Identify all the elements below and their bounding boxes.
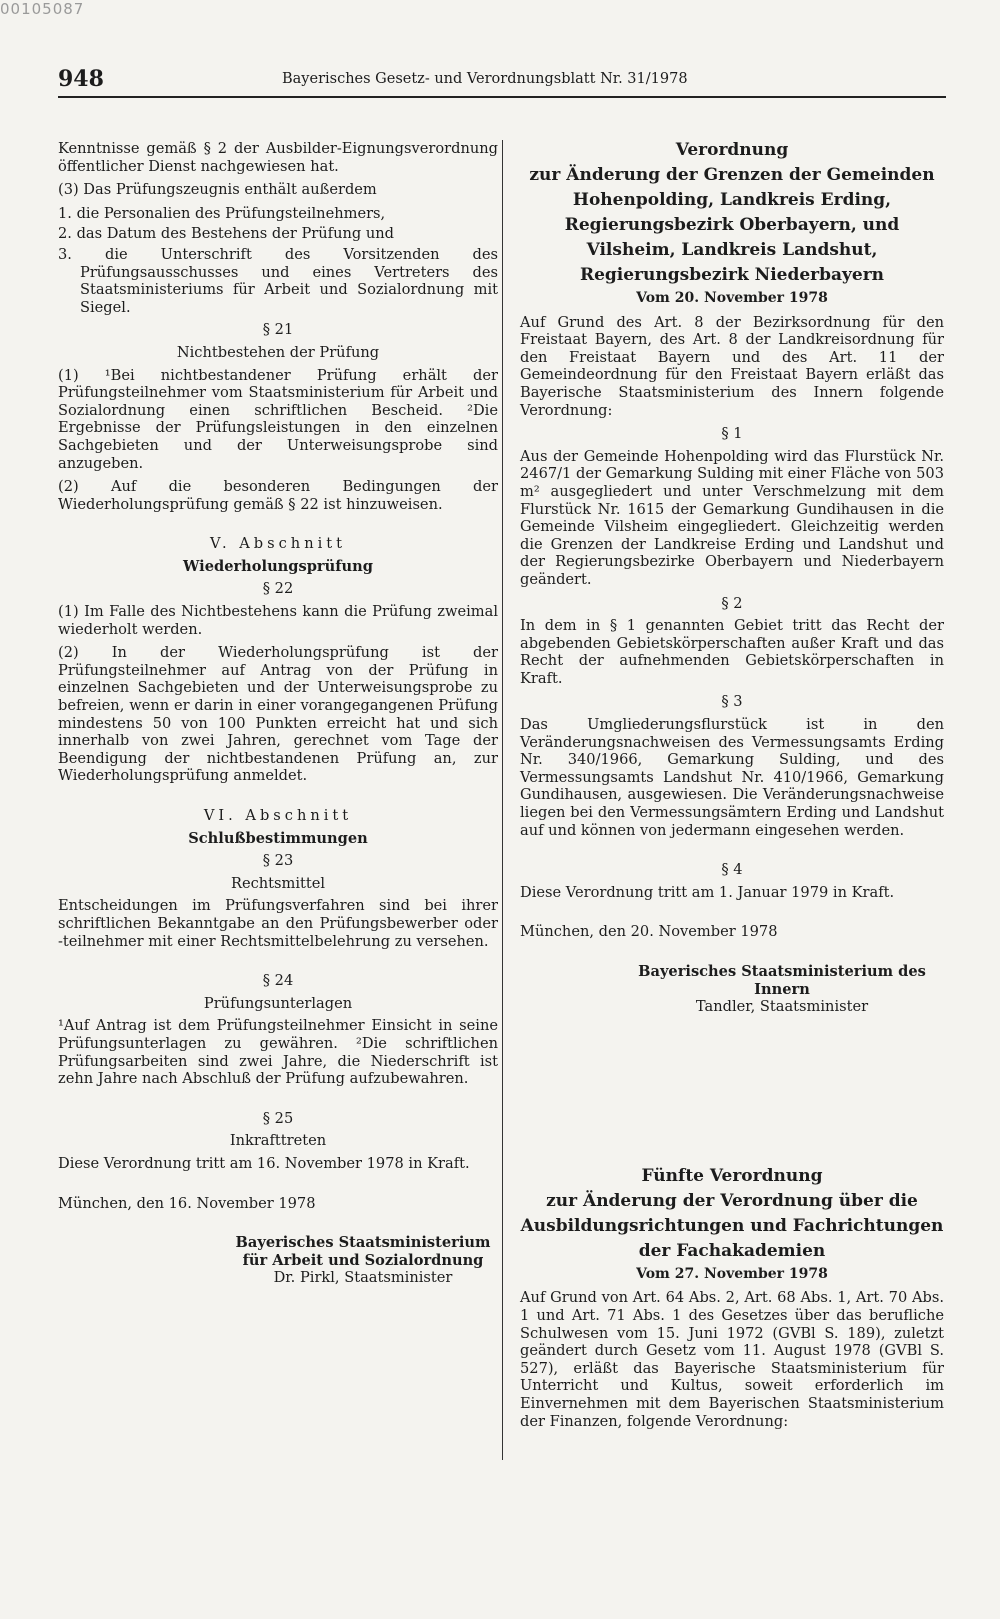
paragraph: Auf Grund des Art. 8 der Bezirksordnung für den Freistaat Bayern, des Art. 8 der Landkreisordnung für den Freistaat Bayern und des Art. 11 der Gemeindeordnung für den Freistaat Bayern erläßt das Bayerische Staatsministerium des Innern folgende Verordnung: bbox=[520, 313, 944, 419]
title-line: der Fachakademien bbox=[638, 1240, 826, 1261]
paragraph: In dem in § 1 genannten Gebiet tritt das Recht der abgebenden Gebietskörperschaften außer Kraft und das Recht der aufnehmenden Gebietskörperschaften in Kraft. bbox=[520, 617, 944, 687]
paragraph: Entscheidungen im Prüfungsverfahren sind bei ihrer schriftlichen Bekanntgabe an den Prüfungsbewerber oder -teilnehmer mit einer Rechtsmittelbelehrung zu versehen. bbox=[58, 897, 498, 950]
ministry-name: Bayerisches Staatsministerium bbox=[235, 1234, 491, 1252]
paragraph: (3) Das Prüfungszeugnis enthält außerdem bbox=[58, 181, 377, 199]
list-item: 3. die Unterschrift des Vorsitzenden des Prüfungsausschusses und eines Vertreters des Staatsministeriums für Arbeit und Sozialordnung mit Siegel. bbox=[58, 245, 498, 316]
section-title: Inkrafttreten bbox=[229, 1132, 327, 1150]
section-title: Prüfungsunterlagen bbox=[203, 994, 353, 1012]
title-line: Ausbildungsrichtungen und Fachrichtungen bbox=[520, 1215, 944, 1236]
paragraph: Kenntnisse gemäß § 2 der Ausbilder-Eignungsverordnung öffentlicher Dienst nachgewiesen hat. bbox=[58, 140, 498, 175]
left-column bbox=[58, 140, 498, 1287]
decree-date: Vom 20. November 1978 bbox=[636, 290, 828, 306]
section-number: § 4 bbox=[721, 861, 743, 879]
signatory: Dr. Pirkl, Staatsminister bbox=[273, 1269, 453, 1287]
chapter-heading: V. Abschnitt bbox=[209, 535, 346, 553]
paragraph: (2) In der Wiederholungsprüfung ist der Prüfungsteilnehmer auf Antrag von der Prüfung in einzelnen Sachgebieten und der Unterweisungsprobe zu befreien, wenn er darin in einer vorangegangenen Prüfung mindestens 50 von 100 Punkten erreicht hat und sich innerhalb von zwei Jahren, gerechnet vom Tage der Beendigung der nichtbestandenen Prüfung an, zur Wiederholungsprüfung anmeldet. bbox=[58, 644, 498, 785]
title-line: Regierungsbezirk Niederbayern bbox=[579, 265, 885, 285]
title-line: Regierungsbezirk Oberbayern, und bbox=[564, 215, 900, 235]
paragraph: ¹Auf Antrag ist dem Prüfungsteilnehmer Einsicht in seine Prüfungsunterlagen zu gewähren. ²Die schriftlichen Prüfungsarbeiten sind zwei Jahre, die Niederschrift ist zehn Jahre nach Abschluß der Prüfung aufzubewahren. bbox=[58, 1017, 498, 1088]
paragraph: Diese Verordnung tritt am 16. November 1978 in Kraft. bbox=[58, 1154, 470, 1172]
section-number: § 2 bbox=[721, 594, 743, 612]
page-number: 948 bbox=[58, 66, 104, 92]
paragraph: (1) Im Falle des Nichtbestehens kann die Prüfung zweimal wiederholt werden. bbox=[58, 603, 498, 638]
paragraph: Das Umgliederungsflurstück ist in den Veränderungsnachweisen des Vermessungsamts Erding Nr. 340/1966, Gemarkung Sulding, und des Vermessungsamts Landshut Nr. 410/1966, Gemarkung Gundihausen, ausgewiesen. Die Veränderungsnachweise liegen bei den Vermessungsämtern Erding und Landshut auf und können von jedermann eingesehen werden. bbox=[520, 716, 944, 839]
section-title: Rechtsmittel bbox=[230, 874, 326, 892]
chapter-title: Schlußbestimmungen bbox=[188, 829, 368, 847]
section-title: Nichtbestehen der Prüfung bbox=[176, 343, 380, 361]
section-number: § 3 bbox=[721, 693, 743, 711]
section-number: § 25 bbox=[262, 1109, 294, 1127]
section-number: § 1 bbox=[721, 425, 743, 443]
title-line: zur Änderung der Grenzen der Gemeinden bbox=[529, 165, 935, 185]
list-item: 1. die Personalien des Prüfungsteilnehmers, bbox=[58, 204, 386, 222]
chapter-heading: VI. Abschnitt bbox=[203, 807, 353, 824]
title-line: Fünfte Verordnung bbox=[641, 1165, 823, 1186]
list-item: 2. das Datum des Bestehens der Prüfung und bbox=[58, 225, 395, 243]
title-line: Vilsheim, Landkreis Landshut, bbox=[586, 240, 878, 260]
place-date: München, den 20. November 1978 bbox=[520, 923, 778, 941]
decree-date: Vom 27. November 1978 bbox=[636, 1265, 828, 1282]
ministry-name: für Arbeit und Sozialordnung bbox=[242, 1251, 484, 1269]
title-line: zur Änderung der Verordnung über die bbox=[546, 1190, 918, 1211]
paragraph: Diese Verordnung tritt am 1. Januar 1979 in Kraft. bbox=[520, 883, 895, 901]
archive-stamp: 00105087 bbox=[0, 0, 85, 18]
paragraph: (1) ¹Bei nichtbestandener Prüfung erhält der Prüfungsteilnehmer vom Staatsministerium für Arbeit und Sozialordnung einen schriftlichen Bescheid. ²Die Ergebnisse der Prüfungsleistungen in den einzelnen Sachgebieten und der Unterweisungsprobe sind anzugeben. bbox=[58, 366, 498, 472]
decree-title bbox=[520, 140, 944, 286]
section-number: § 21 bbox=[262, 321, 294, 339]
place-date: München, den 16. November 1978 bbox=[58, 1194, 316, 1212]
section-number: § 24 bbox=[262, 972, 294, 990]
signatory: Tandler, Staatsminister bbox=[695, 998, 869, 1016]
decree-title bbox=[520, 1166, 944, 1262]
page-header bbox=[58, 66, 946, 98]
column-divider bbox=[502, 140, 503, 1460]
section-number: § 23 bbox=[262, 852, 294, 870]
running-head: Bayerisches Gesetz- und Verordnungsblatt Nr. 31/1978 bbox=[282, 71, 688, 87]
chapter-title: Wiederholungsprüfung bbox=[183, 557, 373, 575]
title-line: Verordnung bbox=[675, 140, 789, 160]
list bbox=[58, 205, 498, 317]
right-column bbox=[520, 140, 944, 1436]
ministry-name: Bayerisches Staatsministerium des Innern bbox=[638, 963, 926, 998]
title-line: Hohenpolding, Landkreis Erding, bbox=[572, 190, 892, 210]
paragraph: Auf Grund von Art. 64 Abs. 2, Art. 68 Abs. 1, Art. 70 Abs. 1 und Art. 71 Abs. 1 des Gesetzes über das berufliche Schulwesen vom 15. Juni 1972 (GVBl S. 189), zuletzt geändert durch Gesetz vom 11. August 1978 (GVBl S. 527), erläßt das Bayerische Staatsministerium für Unterricht und Kultus, soweit erforderlich im Einvernehmen mit dem Bayerischen Staatsministerium der Finanzen, folgende Verordnung: bbox=[520, 1289, 944, 1430]
paragraph: Aus der Gemeinde Hohenpolding wird das Flurstück Nr. 2467/1 der Gemarkung Sulding mit einer Fläche von 503 m² ausgegliedert und unter Verschmelzung mit dem Flurstück Nr. 1615 der Gemarkung Gundihausen in die Gemeinde Vilsheim eingegliedert. Gleichzeitig werden die Grenzen der Landkreise Erding und Landshut und der Regierungsbezirke Oberbayern und Niederbayern geändert. bbox=[520, 447, 944, 588]
section-number: § 22 bbox=[262, 580, 294, 598]
paragraph: (2) Auf die besonderen Bedingungen der Wiederholungsprüfung gemäß § 22 ist hinzuweisen. bbox=[58, 478, 498, 513]
